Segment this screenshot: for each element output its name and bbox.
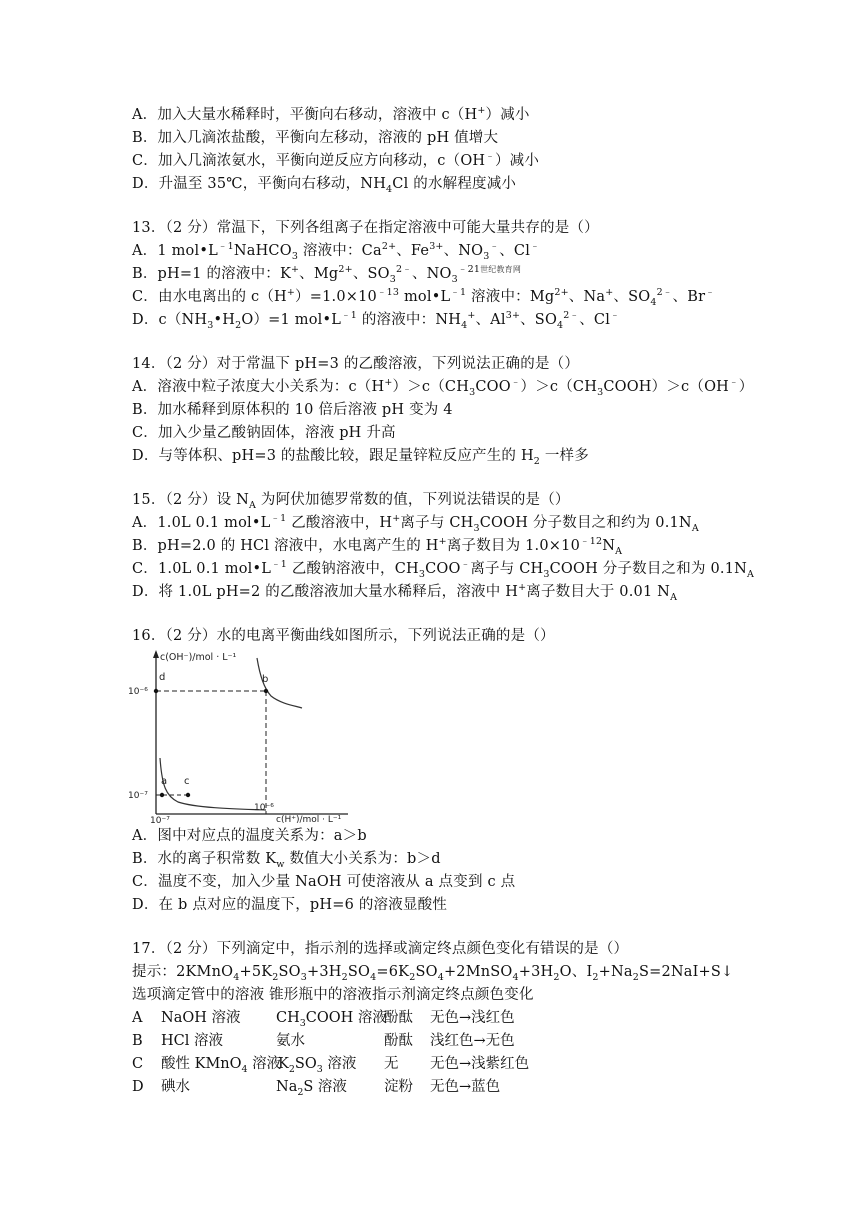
watermark-text: 世纪教育网 [480,265,522,274]
row-change: 浅红色→无色 [430,1033,515,1049]
q12-option-b: B．加入几滴浓盐酸，平衡向左移动，溶液的 pH 值增大 [132,130,499,146]
label-b: b [262,674,269,685]
q12-option-a: A．加入大量水稀释时，平衡向右移动，溶液中 c（H+）减小 [132,105,530,123]
row-change: 无色→蓝色 [430,1079,501,1095]
row-burette: NaOH 溶液 [161,1010,241,1026]
row-flask: $Na_2S$ 溶液 [276,1079,347,1098]
row-burette: 碘水 [161,1079,190,1095]
q12-option-c: C．加入几滴浓氨水，平衡向逆反应方向移动，c（OH﹣）减小 [132,151,540,169]
label-c: c [184,776,190,787]
q16-option-b: B．水的离子积常数 $K_w$ 数值大小关系为：b＞d [132,851,441,870]
q15-stem: 15．（2 分）设 $N_A$ 为阿伏加德罗常数的值，下列说法错误的是（） [132,492,570,511]
q13-option-a: A．1 $mol•L^{﹣1}NaHCO_3$ 溶液中：$Ca^{2+}$、$Fe^{3+}$、$NO_3^﹣$、Cl﹣ [132,241,540,262]
row-burette: 酸性 KMnO$_4$ 溶液 [161,1056,282,1075]
row-flask: 氨水 [276,1033,305,1049]
x-axis-label: c(H⁺)/mol · L⁻¹ [276,815,342,824]
row-indicator: 酚酞 [384,1010,413,1026]
q15-option-c: C．1.0L 0.1 $mol•L^{﹣1}$ 乙酸钠溶液中，$CH_3COO^﹣$离子与 $CH_3COOH$ 分子数目之和为 $0.1N_A$ [132,559,755,580]
q16-option-d: D．在 b 点对应的温度下，pH=6 的溶液显酸性 [132,897,448,913]
q13-stem: 13．（2 分）常温下，下列各组离子在指定溶液中可能大量共存的是（） [132,220,599,236]
row-indicator: 淀粉 [384,1079,413,1095]
label-d: d [159,672,166,683]
q17-stem: 17．（2 分）下列滴定中，指示剂的选择或滴定终点颜色变化有错误的是（） [132,941,629,957]
q12-option-d: D．升温至 35℃，平衡向右移动，$NH_4Cl$ 的水解程度减小 [132,176,517,195]
q15-option-b: B．pH=2.0 的 HCl 溶液中，水电离产生的 H+离子数目为 $1.0\times 10^{﹣12}N_A$ [132,536,623,557]
label-a: a [161,776,168,787]
row-opt: B [132,1033,143,1049]
q13-option-d: D．$c(NH_3•H_2O)=1$ $mol•L^{﹣1}$ 的溶液中：$NH_4^+$、$Al^{3+}$、$SO_4^{2﹣}$、Cl﹣ [132,310,620,331]
ytick-low: 10⁻⁷ [128,791,148,801]
xtick-low: 10⁻⁷ [150,816,170,824]
q15-option-a: A．1.0L 0.1 $mol•L^{﹣1}$ 乙酸溶液中，H+离子与 $CH_3COOH$ 分子数目之和约为 $0.1N_A$ [132,513,699,534]
row-indicator: 无 [384,1056,399,1072]
ytick-high: 10⁻⁶ [128,687,148,697]
point-c [186,793,190,797]
q16-stem: 16．（2 分）水的电离平衡曲线如图所示，下列说法正确的是（） [132,628,555,644]
point-b [264,689,268,693]
row-opt: C [132,1056,144,1072]
row-indicator: 酚酞 [384,1033,413,1049]
q14-option-a: A．溶液中粒子浓度大小关系为：$c(H^+)>c(CH_3COO^﹣)>c(CH_3COOH)>c(OH^﹣)$ [132,377,754,398]
row-opt: A [132,1010,143,1026]
curve-low-temp [160,758,266,810]
row-flask: $CH_3COOH$ 溶液 [276,1010,387,1029]
q16-option-a: A．图中对应点的温度关系为：a＞b [132,828,367,844]
row-flask: $K_2SO_3$ 溶液 [278,1056,357,1075]
q15-option-d: D．将 1.0L pH=2 的乙酸溶液加大量水稀释后，溶液中 H+离子数目大于 0.01 $N_A$ [132,582,678,603]
q14-option-b: B．加水稀释到原体积的 10 倍后溶液 pH 变为 4 [132,402,453,418]
row-change: 无色→浅红色 [430,1010,515,1026]
water-ionization-graph [126,646,356,824]
q17-hint: 提示：$2KMnO_4+5K_2SO_3+3H_2SO_4=6K_2SO_4+2MnSO_4+3H_2O$、$I_2+Na_2S=2NaI+S↓$ [132,964,734,983]
point-a [160,793,164,797]
row-burette: HCl 溶液 [161,1033,223,1049]
row-change: 无色→浅紫红色 [430,1056,530,1072]
q13-option-c: C．由水电离出的 $c(H^+)=1.0\times 10^{﹣13}$ $mol•L^{﹣1}$ 溶液中：$Mg^{2+}$、Na+、$SO_4^{2﹣}$、Br﹣ [132,287,715,308]
q13-option-b: B．pH=1 的溶液中：K+、$Mg^{2+}$、$SO_3^{2﹣}$、$NO_3^{﹣21世纪教育网}$ [132,264,522,285]
xtick-high: 10⁻⁶ [254,803,274,813]
q14-stem: 14．（2 分）对于常温下 pH=3 的乙酸溶液，下列说法正确的是（） [132,356,580,372]
y-axis-label: c(OH⁻)/mol · L⁻¹ [160,652,237,663]
q14-option-c: C．加入少量乙酸钠固体，溶液 pH 升高 [132,425,396,441]
point-d [154,689,158,693]
row-opt: D [132,1079,144,1095]
q16-option-c: C．温度不变，加入少量 NaOH 可使溶液从 a 点变到 c 点 [132,874,516,890]
q17-table-header: 选项滴定管中的溶液 锥形瓶中的溶液指示剂滴定终点颜色变化 [132,987,534,1003]
q14-option-d: D．与等体积、pH=3 的盐酸比较，跟足量锌粒反应产生的 $H_2$ 一样多 [132,448,589,467]
